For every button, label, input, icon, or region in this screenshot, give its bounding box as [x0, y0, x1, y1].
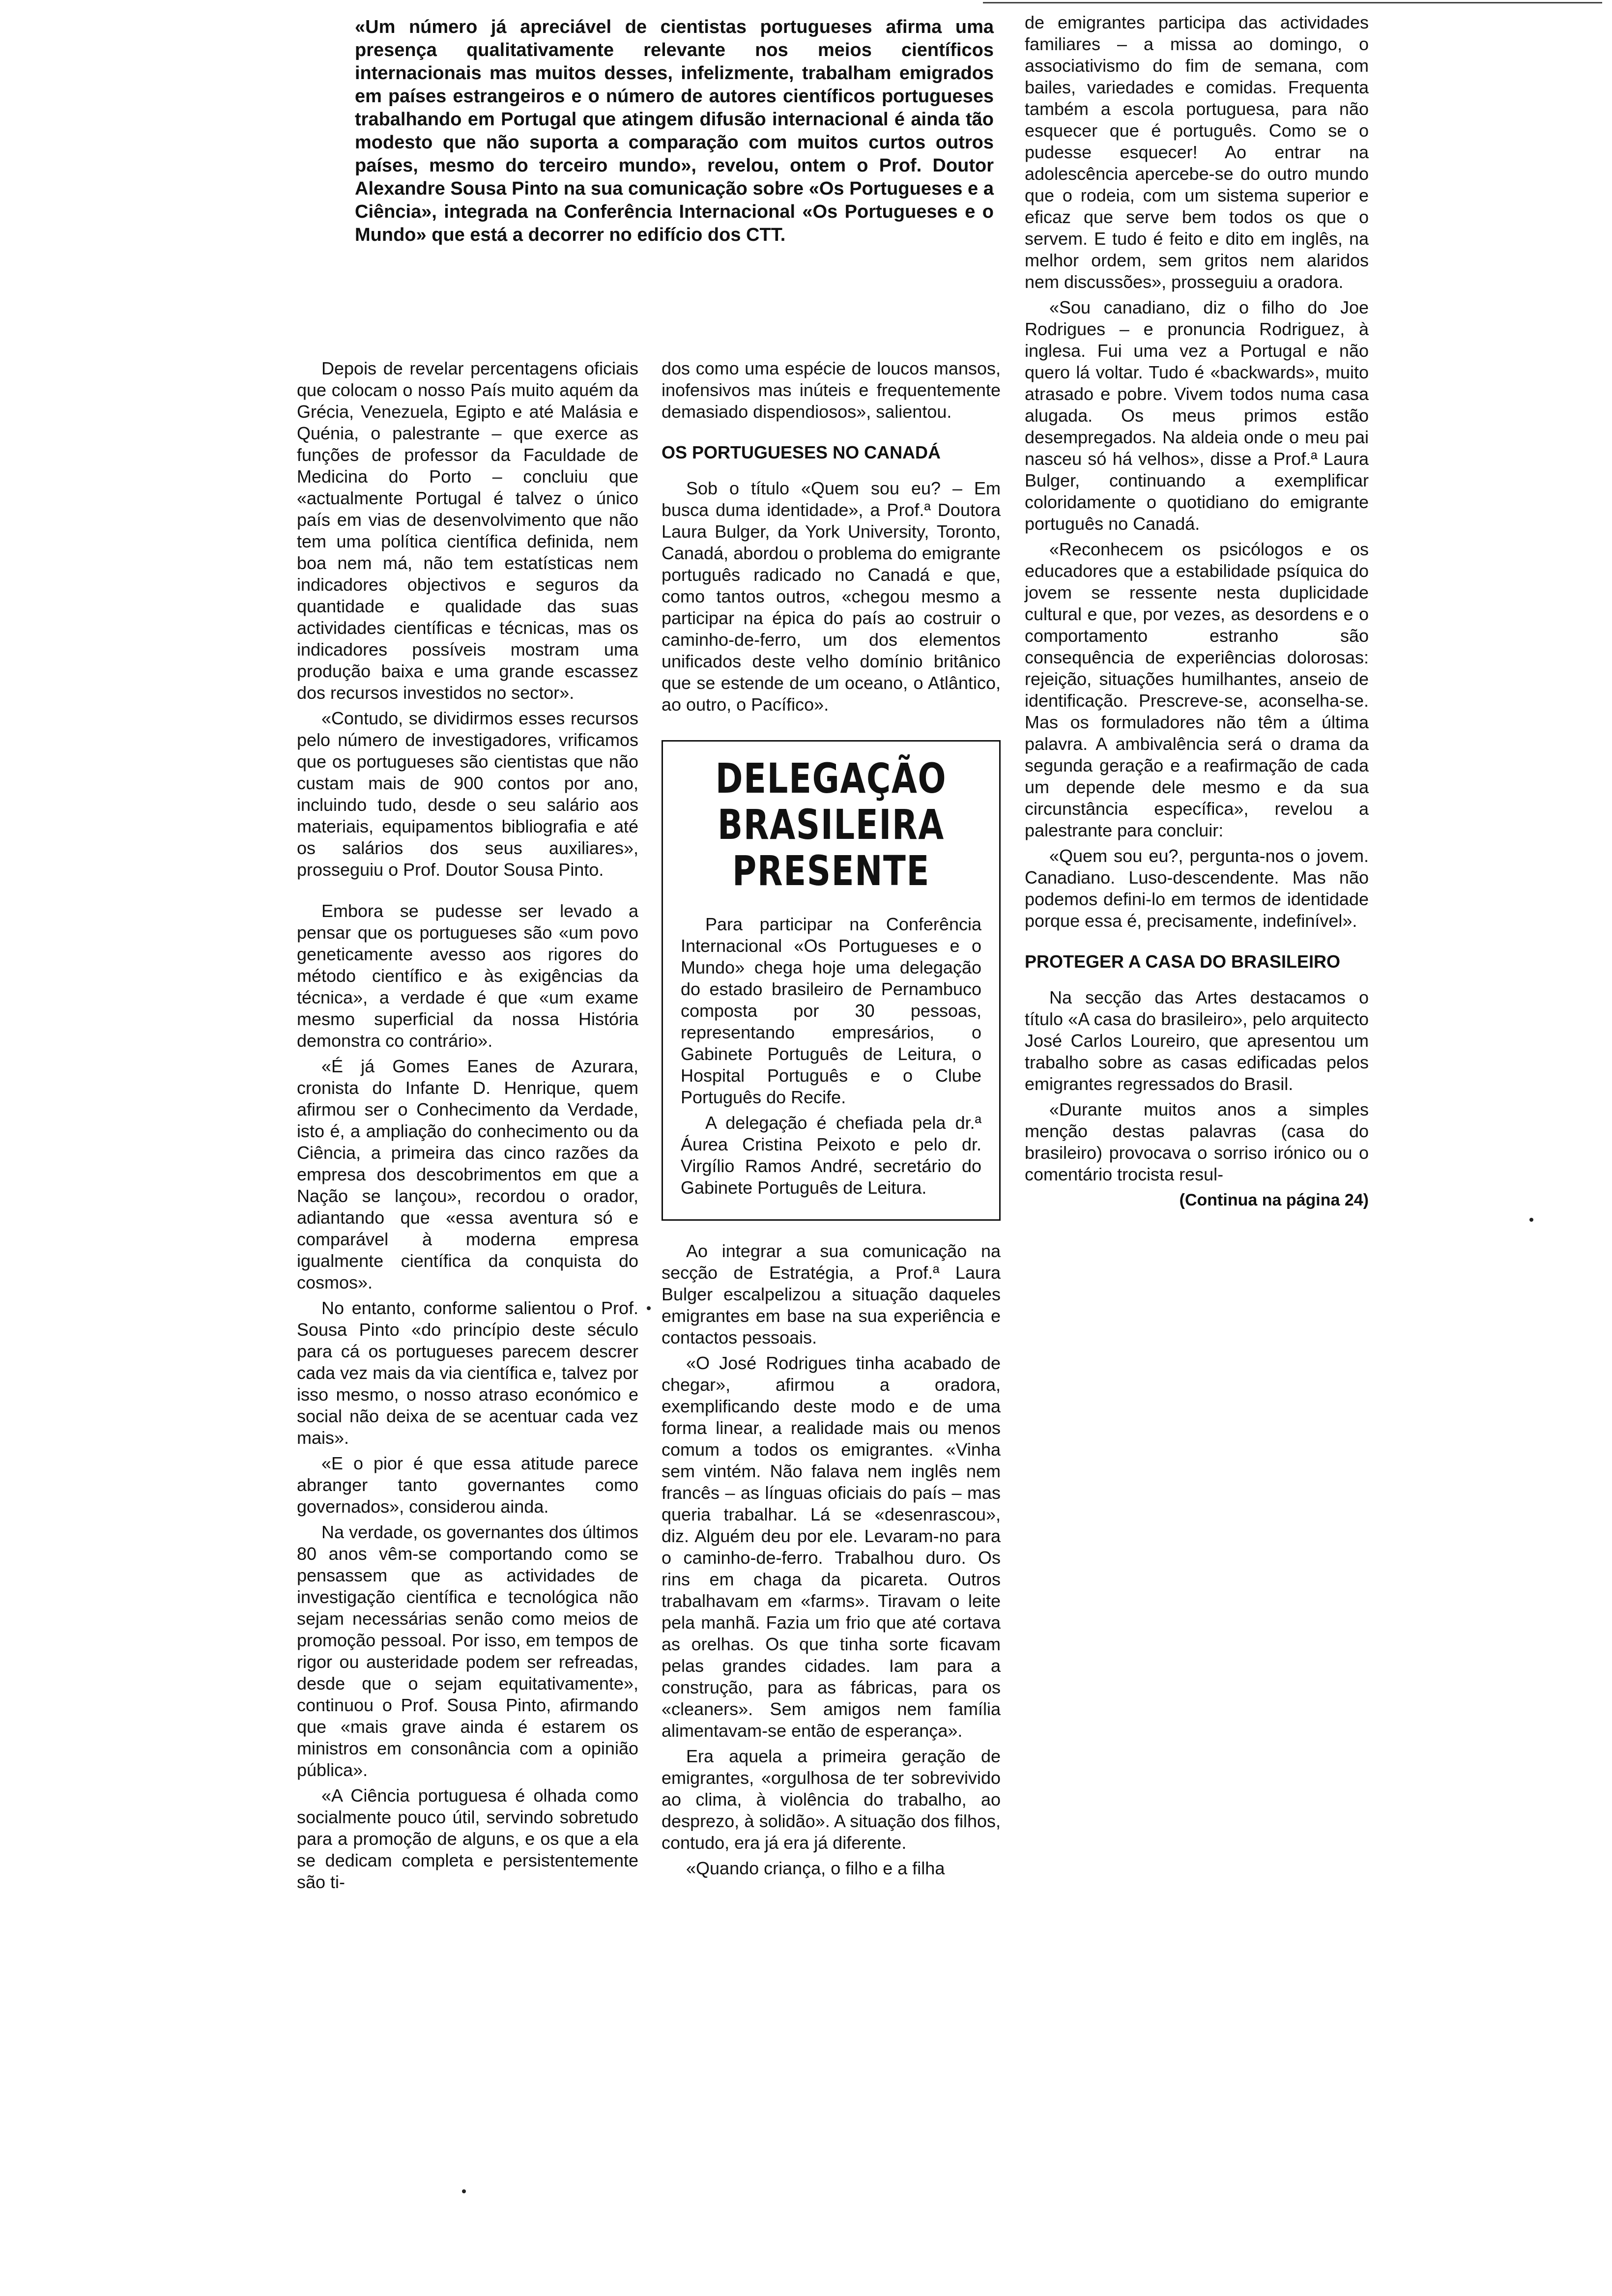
- paragraph: Sob o título «Quem sou eu? – Em busca duma identidade», a Prof.ª Doutora Laura Bulger, da York University, Toronto, Canadá, abordou o problema do emigrante português radicado no Canadá e que, como tantos outros, «chegou mesmo a participar na épica do país ao costruir o caminho-de-ferro, um dos elementos unificados deste velho domínio britânico que se estende de um oceano, o Atlântico, ao outro, o Pacífico».: [662, 478, 1001, 715]
- paragraph: «O José Rodrigues tinha acabado de chegar», afirmou a oradora, exemplificando deste modo e de uma forma linear, a realidade mais ou menos comum a todos os emigrantes. «Vinha sem vintém. Não falava nem inglês nem francês – as línguas oficiais do país – mas queria trabalhar. Lá se «desenrascou», diz. Alguém deu por ele. Levaram-no para o caminho-de-ferro. Trabalhou duro. Os rins em chaga da picareta. Outros trabalhavam em «farms». Tiravam o leite pela manhã. Fazia um frio que até cortava as orelhas. Os que tinha sorte ficavam pelas grandes cidades. Iam para a construção, para as fábricas, para os «cleaners». Sem amigos nem família alimentavam-se então de esperança».: [662, 1353, 1001, 1741]
- paragraph: «Reconhecem os psicólogos e os educadores que a estabilidade psíquica do jovem se ressente nesta duplicidade cultural e que, por vezes, as desordens e o comportamento estranho são consequência de experiências dolorosas: rejeição, situações humilhantes, anseio de identificação. Prescreve-se, aconselha-se. Mas os formuladores não têm a última palavra. A ambivalência será o drama da segunda geração e a reafirmação de cada um depende dele mesmo e da sua circunstância específica», revelou a palestrante para concluir:: [1025, 539, 1369, 840]
- column-3: [1025, 12, 1369, 1215]
- section-heading-canada: OS PORTUGUESES NO CANADÁ: [662, 442, 941, 462]
- lead-paragraph: «Um número já apreciável de cientistas portugueses afirma uma presença qualitativamente relevante nos meios científicos internacionais mas muitos desses, infelizmente, trabalham emigrados em países estrangeiros e o número de autores científicos portugueses trabalhando em Portugal que atingem difusão internacional é ainda tão modesto que não suporta a comparação com muitos curtos outros países, mesmo do terceiro mundo», revelou, ontem o Prof. Doutor Alexandre Sousa Pinto na sua comunicação sobre «Os Portugueses e a Ciência», integrada na Conferência Internacional «Os Portugueses e o Mundo» que está a decorrer no edifício dos CTT.: [355, 17, 994, 245]
- paragraph: Era aquela a primeira geração de emigrantes, «orgulhosa de ter sobrevivido ao clima, à violência do trabalho, ao desprezo, à solidão». A situação dos filhos, contudo, era já era já diferente.: [662, 1746, 1001, 1853]
- top-rule: [983, 2, 1602, 3]
- paragraph: «Quando criança, o filho e a filha: [686, 1858, 945, 1878]
- paragraph: dos como uma espécie de loucos mansos, inofensivos mas inúteis e frequentemente demasiado dispendiosos», salientou.: [662, 358, 1001, 422]
- paragraph: Ao integrar a sua comunicação na secção de Estratégia, a Prof.ª Laura Bulger escalpelizou a situação daqueles emigrantes em base na sua experiência e contactos pessoais.: [662, 1241, 1001, 1348]
- paragraph: Embora se pudesse ser levado a pensar que os portugueses são «um povo geneticamente avesso aos rigores do método científico e às exigências da técnica», a verdade é que «um exame mesmo superficial da nossa História demonstra co contrário».: [297, 901, 638, 1051]
- column-1: [297, 358, 638, 1897]
- print-speck: [647, 1306, 651, 1310]
- paragraph: «Contudo, se dividirmos esses recursos pelo número de investigadores, vrificamos que os portugueses são cientistas que não custam mais de 900 contos por ano, incluindo tudo, desde o seu salário aos materiais, equipamentos bibliografia e até os salários dos seus auxiliares», prosseguiu o Prof. Doutor Sousa Pinto.: [297, 708, 638, 880]
- box-title: DELEGAÇÃO BRASILEIRA PRESENTE: [715, 754, 947, 895]
- boxed-article: [662, 740, 1001, 1221]
- print-speck: [1529, 1218, 1533, 1222]
- paragraph: No entanto, conforme salientou o Prof. Sousa Pinto «do princípio deste século para cá os portugueses parecem descrer cada vez mais da via científica e, talvez por isso mesmo, o nosso atraso económico e social não deixa de se acentuar cada vez mais».: [297, 1298, 638, 1448]
- paragraph: Depois de revelar percentagens oficiais que colocam o nosso País muito aquém da Grécia, Venezuela, Egipto e até Malásia e Quénia, o palestrante – que exerce as funções de professor da Faculdade de Medicina do Porto – concluiu que «actualmente Portugal é talvez o único país em vias de desenvolvimento que não tem uma política científica definida, nem boa nem má, não tem estatísticas nem indicadores objectivos e seguros da quantidade e qualidade das suas actividades científicas e técnicas, mas os indicadores possíveis mostram uma produção baixa e uma grande escassez dos recursos investidos no sector».: [297, 358, 638, 703]
- paragraph: «A Ciência portuguesa é olhada como socialmente pouco útil, servindo sobretudo para a promoção de alguns, e os que a ela se dedicam completa e persistentemente são ti-: [297, 1785, 638, 1892]
- print-speck: [462, 2189, 466, 2193]
- paragraph: de emigrantes participa das actividades familiares – a missa ao domingo, o associativismo do fim de semana, com bailes, variedades e comidas. Frequenta também a escola portuguesa, para não esquecer que é português. Como se o pudesse esquecer! Ao entrar na adolescência apercebe-se do outro mundo que o rodeia, com um sistema superior e eficaz que serve bem todos os que o servem. E tudo é feito e dito em inglês, na melhor ordem, sem gritos nem alaridos nem discussões», prosseguiu a oradora.: [1025, 12, 1369, 292]
- box-paragraph: Para participar na Conferência Internacional «Os Portugueses e o Mundo» chega hoje uma delegação do estado brasileiro de Pernambuco composta por 30 pessoas, representando empresários, o Gabinete Português de Leitura, o Hospital Português e o Clube Português do Recife.: [681, 914, 981, 1107]
- box-paragraph: A delegação é chefiada pela dr.ª Áurea Cristina Peixoto e pelo dr. Virgílio Ramos André, secretário do Gabinete Português de Leitura.: [681, 1113, 981, 1198]
- paragraph: «É já Gomes Eanes de Azurara, cronista do Infante D. Henrique, quem afirmou ser o Conhecimento da Verdade, isto é, a ampliação do conhecimento ou da Ciência, a primeira das cinco razões da empresa dos descobrimentos em que a Nação se lançou», recordou o orador, adiantando que «essa aventura só e comparável à moderna empresa igualmente científica da conquista do cosmos».: [297, 1056, 638, 1292]
- column-2: [662, 358, 1001, 1883]
- paragraph: Na secção das Artes destacamos o título «A casa do brasileiro», pelo arquitecto José Carlos Loureiro, que apresentou um trabalho sobre as casas edificadas pelos emigrantes regressados do Brasil.: [1025, 987, 1369, 1094]
- section-heading-casa: PROTEGER A CASA DO BRASILEIRO: [1025, 951, 1341, 972]
- paragraph: Na verdade, os governantes dos últimos 80 anos vêm-se comportando como se pensassem que as actividades de investigação científica e tecnológica não sejam necessárias senão como meios de promoção pessoal. Por isso, em tempos de rigor ou austeridade podem ser refreadas, desde que o sejam equitativamente», continuou o Prof. Sousa Pinto, afirmando que «mais grave ainda é estarem os ministros em consonância com a opinião pública».: [297, 1522, 638, 1780]
- paragraph: «E o pior é que essa atitude parece abranger tanto governantes como governados», considerou ainda.: [297, 1453, 638, 1517]
- paragraph: «Durante muitos anos a simples menção destas palavras (casa do brasileiro) provocava o sorriso irónico ou o comentário trocista resul-: [1025, 1099, 1369, 1184]
- continued-note: (Continua na página 24): [1179, 1191, 1369, 1209]
- paragraph: «Sou canadiano, diz o filho do Joe Rodrigues – e pronuncia Rodriguez, à inglesa. Fui uma vez a Portugal e não quero lá voltar. Tudo é «backwards», muito atrasado e pobre. Vivem todos numa casa alugada. Os meus primos estão desempregados. Na aldeia onde o meu pai nasceu só há velhos», disse a Prof.ª Laura Bulger, continuando a exemplificar coloridamente o quotidiano do emigrante português no Canadá.: [1025, 297, 1369, 534]
- paragraph: «Quem sou eu?, pergunta-nos o jovem. Canadiano. Luso-descendente. Mas não podemos defini-lo em termos de identidade porque essa é, precisamente, indefinível».: [1025, 846, 1369, 931]
